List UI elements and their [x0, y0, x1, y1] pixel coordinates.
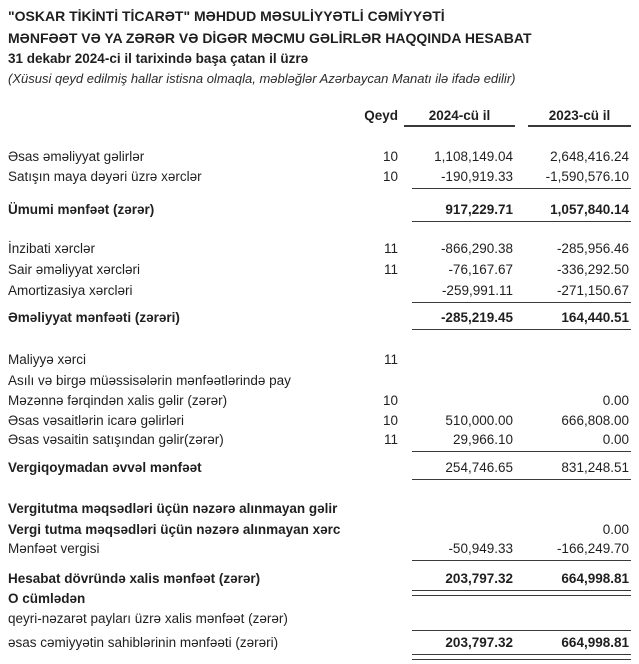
row-value-2023 [515, 352, 631, 368]
row-label: Satışın maya dəyəri üzrə xərclər [8, 169, 202, 184]
report-row [8, 352, 631, 368]
subtotal-rule [412, 221, 631, 222]
row-label: Məzənnə fərqindən xalis gəlir (zərər) [8, 393, 228, 408]
row-label: Vergiqoymadan əvvəl mənfəət [8, 460, 202, 475]
row-value-2024 [404, 611, 515, 627]
col-header-2023: 2023-cü il [528, 108, 631, 127]
row-note-ref: 10 [382, 169, 398, 184]
row-value-2024: 1,108,149.04 [434, 149, 513, 164]
row-value-2024: 203,797.32 [445, 635, 513, 650]
row-note-ref [360, 541, 404, 557]
row-note-ref [360, 611, 404, 627]
row-value-2023: 2,648,416.24 [550, 149, 629, 164]
row-value-2023: -1,590,576.10 [545, 169, 629, 184]
subtotal-rule [412, 302, 631, 303]
row-label: Əsas vəsaitlərin icarə gəlirləri [8, 413, 184, 428]
row-value-2024: -866,290.38 [440, 241, 513, 256]
row-value-2023 [515, 591, 631, 607]
report-row [8, 310, 631, 326]
table-header-row [8, 108, 631, 126]
row-value-2023 [515, 611, 631, 627]
row-label: İnzibati xərclər [8, 241, 96, 256]
report-row [8, 241, 631, 257]
report-row [8, 635, 631, 651]
row-note-ref: 11 [383, 432, 398, 447]
report-row [8, 541, 631, 557]
row-value-2023: 0.00 [602, 522, 629, 537]
row-note-ref: 11 [383, 262, 398, 277]
row-value-2024 [404, 373, 515, 389]
row-value-2023: 664,998.81 [561, 635, 629, 650]
company-name: "OSKAR TİKİNTİ TİCARƏT" MƏHDUD MƏSULİYYƏTLİ CƏMİYYƏTİ [8, 8, 445, 24]
row-value-2023 [515, 373, 631, 389]
row-value-2023: 831,248.51 [561, 460, 629, 475]
row-note-ref [360, 501, 404, 517]
row-label: O cümlədən [8, 591, 86, 606]
row-note-ref [360, 460, 404, 476]
report-row [8, 283, 631, 299]
row-note-ref: 10 [382, 393, 398, 408]
row-value-2023: -285,956.46 [556, 241, 629, 256]
row-value-2024: 254,746.65 [445, 460, 513, 475]
report-row [8, 169, 631, 185]
row-value-2024: 510,000.00 [445, 413, 513, 428]
row-value-2024 [404, 393, 515, 409]
row-value-2024 [404, 522, 515, 538]
row-label: Amortizasiya xərcləri [8, 283, 133, 298]
report-row [8, 522, 631, 538]
row-note-ref: 10 [382, 413, 398, 428]
row-note-ref [360, 522, 404, 538]
header-spacer [8, 108, 360, 127]
row-value-2024: -285,219.45 [440, 310, 513, 325]
row-value-2023: 0.00 [602, 393, 629, 408]
row-value-2024: 29,966.10 [452, 432, 513, 447]
row-value-2023: 1,057,840.14 [550, 202, 629, 217]
row-label: Maliyyə xərci [8, 352, 87, 367]
row-value-2024 [404, 501, 515, 517]
currency-note: (Xüsusi qeyd edilmiş hallar istisna olmaqla, məbləğlər Azərbaycan Manatı ilə ifadə edilir) [8, 71, 516, 86]
report-row [8, 460, 631, 476]
row-label: Vergitutma məqsədləri üçün nəzərə alınmayan gəlir [8, 501, 338, 516]
report-period: 31 dekabr 2024-ci il tarixində başa çatan il üzrə [8, 51, 309, 66]
report-row [8, 432, 631, 448]
report-row [8, 202, 631, 218]
row-label: Ümumi mənfəət (zərər) [8, 202, 155, 217]
row-value-2024: 917,229.71 [445, 202, 513, 217]
row-value-2024: 203,797.32 [445, 571, 513, 586]
row-value-2023: -166,249.70 [556, 541, 629, 556]
subtotal-rule [412, 329, 631, 330]
report-row [8, 611, 631, 627]
row-label: əsas cəmiyyətin sahiblərinin mənfəəti (zərəri) [8, 635, 279, 650]
row-value-2023: 666,808.00 [561, 413, 629, 428]
subtotal-rule [412, 560, 631, 561]
row-value-2023 [515, 501, 631, 517]
col-header-note-ref: Qeyd [364, 108, 398, 123]
row-label: Əsas vəsaitin satışından gəlir(zərər) [8, 432, 224, 447]
row-label: Sair əməliyyat xərcləri [8, 262, 141, 277]
col-header-2024: 2024-cü il [404, 108, 515, 127]
row-note-ref [360, 591, 404, 607]
row-value-2023: 164,440.51 [561, 310, 629, 325]
row-note-ref: 11 [383, 352, 398, 367]
subtotal-rule [412, 188, 631, 189]
row-value-2024: -190,919.33 [440, 169, 513, 184]
row-value-2024 [404, 591, 515, 607]
row-value-2023: -271,150.67 [556, 283, 629, 298]
row-label: Mənfəət vergisi [8, 541, 100, 556]
row-value-2023: 0.00 [602, 432, 629, 447]
report-row [8, 591, 631, 607]
row-value-2024 [404, 352, 515, 368]
row-value-2024: -76,167.67 [448, 262, 513, 277]
row-label: Asılı və birgə müəssisələrin mənfəətlərində pay [8, 373, 291, 388]
report-row [8, 393, 631, 409]
row-label: Vergi tutma məqsədləri üçün nəzərə alınmayan xərc [8, 522, 341, 537]
subtotal-rule [412, 451, 631, 452]
row-value-2023: -336,292.50 [556, 262, 629, 277]
row-note-ref [360, 635, 404, 651]
row-value-2024: -259,991.11 [441, 283, 513, 298]
report-row [8, 262, 631, 278]
row-value-2023: 664,998.81 [561, 571, 629, 586]
report-title: MƏNFƏƏT VƏ YA ZƏRƏR VƏ DİGƏR MƏCMU GƏLİRLƏR HAQQINDA HESABAT [8, 30, 532, 46]
row-note-ref [360, 373, 404, 389]
subtotal-rule [412, 479, 631, 480]
row-note-ref [360, 310, 404, 326]
row-note-ref: 10 [382, 149, 398, 164]
row-note-ref [360, 202, 404, 218]
report-row [8, 413, 631, 429]
row-note-ref: 11 [383, 241, 398, 256]
row-note-ref [360, 571, 404, 587]
row-note-ref [360, 283, 404, 299]
row-label: Əsas əməliyyat gəlirlər [8, 149, 145, 164]
row-value-2024: -50,949.33 [448, 541, 513, 556]
row-label: qeyri-nəzarət payları üzrə xalis mənfəət (zərər) [8, 611, 288, 626]
row-label: Hesabat dövründə xalis mənfəət (zərər) [8, 571, 261, 586]
total-double-rule [412, 654, 631, 660]
report-row [8, 373, 631, 389]
report-row [8, 571, 631, 587]
subtotal-rule [412, 630, 631, 631]
row-label: Əməliyyat mənfəəti (zərəri) [8, 310, 180, 325]
report-row [8, 501, 631, 517]
report-row [8, 149, 631, 165]
